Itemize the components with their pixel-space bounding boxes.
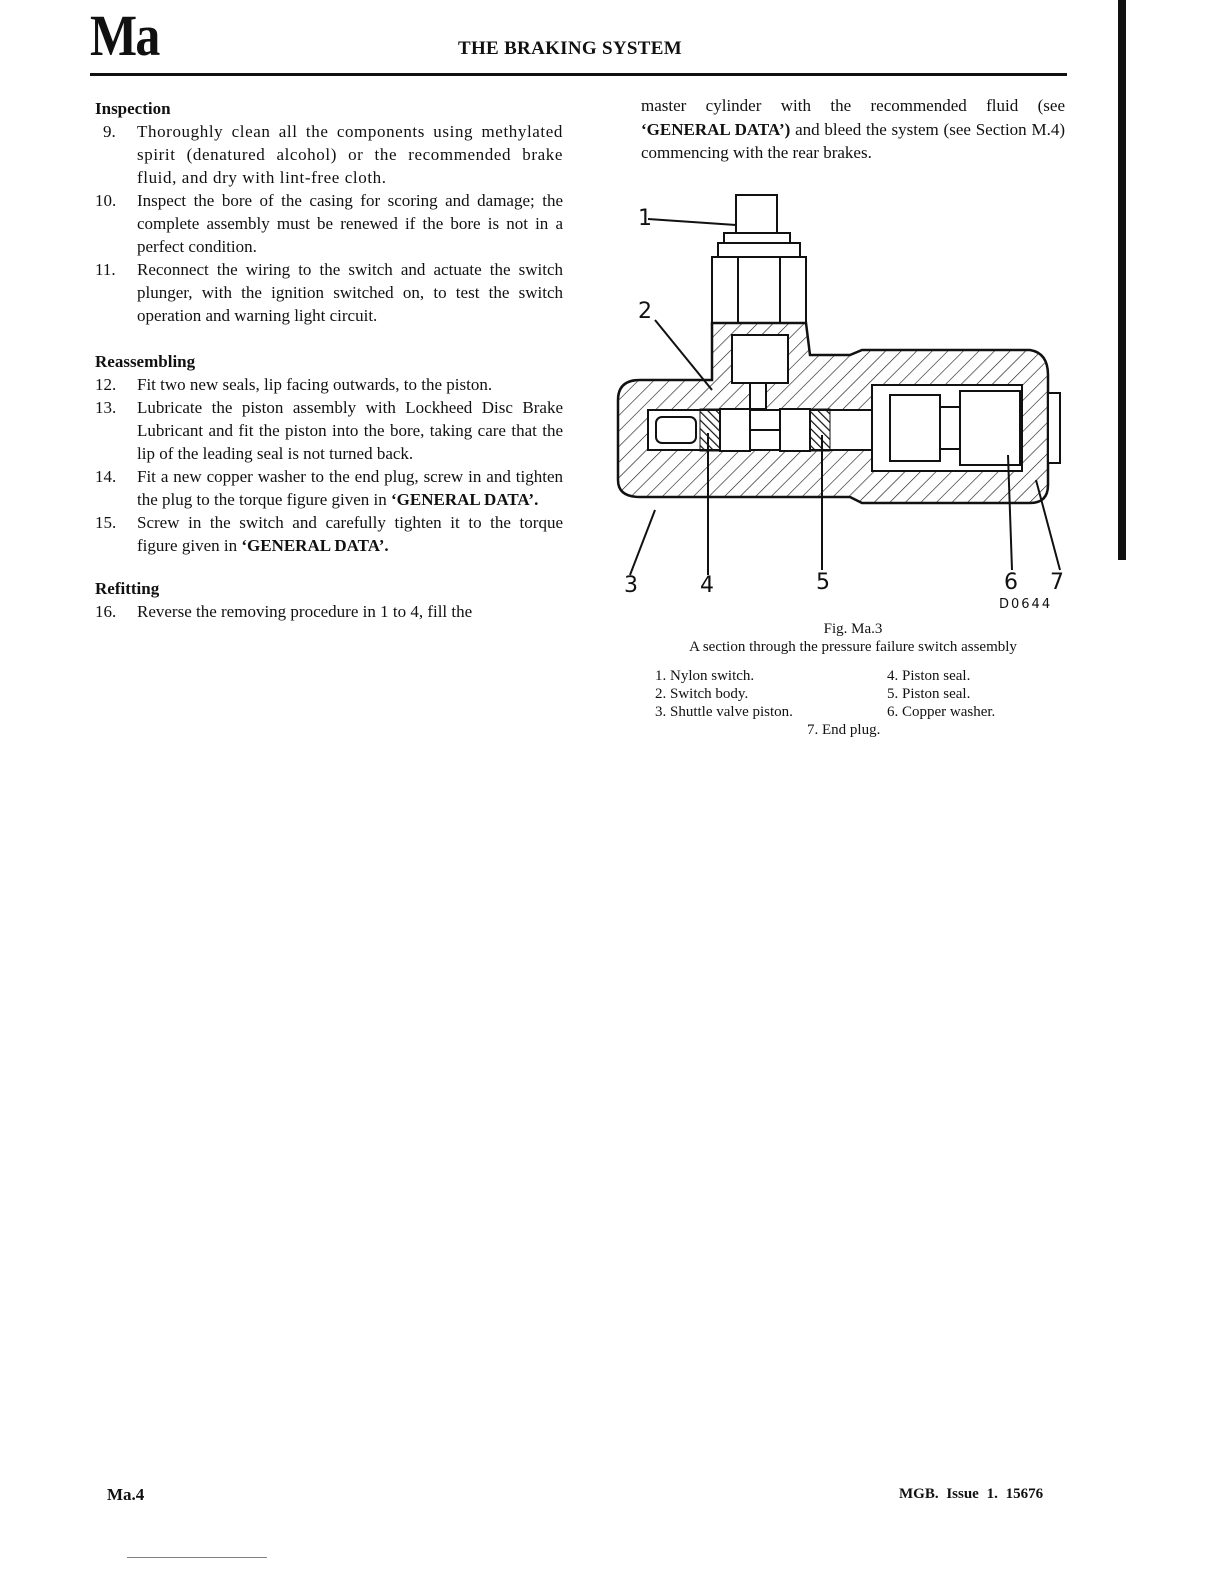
legend-item: 1. Nylon switch.	[655, 668, 755, 684]
item-number: 12.	[95, 375, 117, 394]
item-number: 15.	[95, 513, 117, 532]
list-item-11	[95, 258, 563, 327]
item-number: 16.	[95, 602, 117, 621]
reassembling-heading: Reassembling	[95, 352, 196, 371]
item-text: Inspect the bore of the casing for scoring and damage; the complete assembly must be renewed if the bore is not in a perfect condition.	[137, 191, 563, 256]
callout-3: 3	[624, 573, 638, 598]
figure-caption-title: Fig. Ma.3	[823, 621, 883, 637]
legend-item: 7. End plug.	[807, 722, 881, 738]
header-rule	[90, 73, 1067, 76]
general-data-ref: ‘GENERAL DATA’)	[641, 119, 791, 139]
legend-item: 5. Piston seal.	[887, 686, 971, 702]
footer-rule	[127, 1557, 267, 1558]
item-number: 9.	[103, 122, 116, 141]
item-text: Screw in the switch and carefully tighten it to the torque figure given in ‘GENERAL DATA’.	[137, 513, 563, 555]
callout-4: 4	[700, 573, 714, 598]
list-item-9	[95, 120, 563, 189]
list-item-15	[95, 511, 563, 557]
list-item-12	[95, 373, 563, 396]
callout-6: 6	[1004, 570, 1018, 595]
legend-item: 4. Piston seal.	[887, 668, 971, 684]
list-item-14	[95, 465, 563, 511]
figure-caption	[641, 620, 1065, 656]
callout-1: 1	[638, 206, 652, 231]
figure-legend	[655, 667, 1055, 739]
item-text: Reverse the removing procedure in 1 to 4, fill the	[137, 602, 473, 621]
legend-item: 6. Copper washer.	[887, 704, 996, 720]
list-item-16	[95, 600, 563, 623]
left-column	[95, 97, 563, 623]
item-text: Reconnect the wiring to the switch and actuate the switch plunger, with the ignition switched on, to test the switch operation and warning light circuit.	[137, 260, 563, 325]
general-data-ref: ‘GENERAL DATA’.	[241, 536, 389, 555]
callout-2: 2	[638, 299, 652, 324]
callout-5: 5	[816, 570, 830, 595]
item-number: 13.	[95, 398, 117, 417]
legend-item: 2. Switch body.	[655, 686, 749, 702]
figure-code: D0644	[999, 597, 1053, 612]
item-text: Thoroughly clean all the components using methylated spirit (denatured alcohol) or the recommended brake fluid, and dry with lint-free cloth.	[137, 122, 563, 187]
item-text: Fit a new copper washer to the end plug, screw in and tighten the plug to the torque figure given in ‘GENERAL DATA’.	[137, 467, 563, 509]
list-item-10	[95, 189, 563, 258]
item-number: 14.	[95, 467, 117, 486]
list-item-13	[95, 396, 563, 465]
item-text: Lubricate the piston assembly with Lockheed Disc Brake Lubricant and fit the piston into the bore, taking care that the lip of the leading seal is not turned back.	[137, 398, 563, 463]
figure-caption-text: A section through the pressure failure switch assembly	[689, 639, 1017, 655]
refitting-heading: Refitting	[95, 579, 160, 598]
general-data-ref: ‘GENERAL DATA’.	[391, 490, 539, 509]
legend-item: 3. Shuttle valve piston.	[655, 704, 793, 720]
page-number: Ma.4	[107, 1485, 145, 1504]
issue-info: MGB. Issue 1. 15676	[899, 1486, 1044, 1502]
page-edge-bar	[1118, 0, 1126, 560]
nylon-switch	[712, 195, 806, 323]
pressure-switch-section-diagram	[600, 185, 1070, 605]
right-column-text: master cylinder with the recommended fluid (see ‘GENERAL DATA’) and bleed the system (see Section M.4) commencing with the rear brakes.	[641, 96, 1065, 162]
callout-7: 7	[1050, 570, 1064, 595]
section-code-logo: Ma	[90, 3, 159, 68]
item-text: Fit two new seals, lip facing outwards, to the piston.	[137, 375, 493, 394]
inspection-heading: Inspection	[95, 99, 171, 118]
page-header-title: THE BRAKING SYSTEM	[458, 38, 682, 59]
item-number: 11.	[95, 260, 116, 279]
item-number: 10.	[95, 191, 117, 210]
